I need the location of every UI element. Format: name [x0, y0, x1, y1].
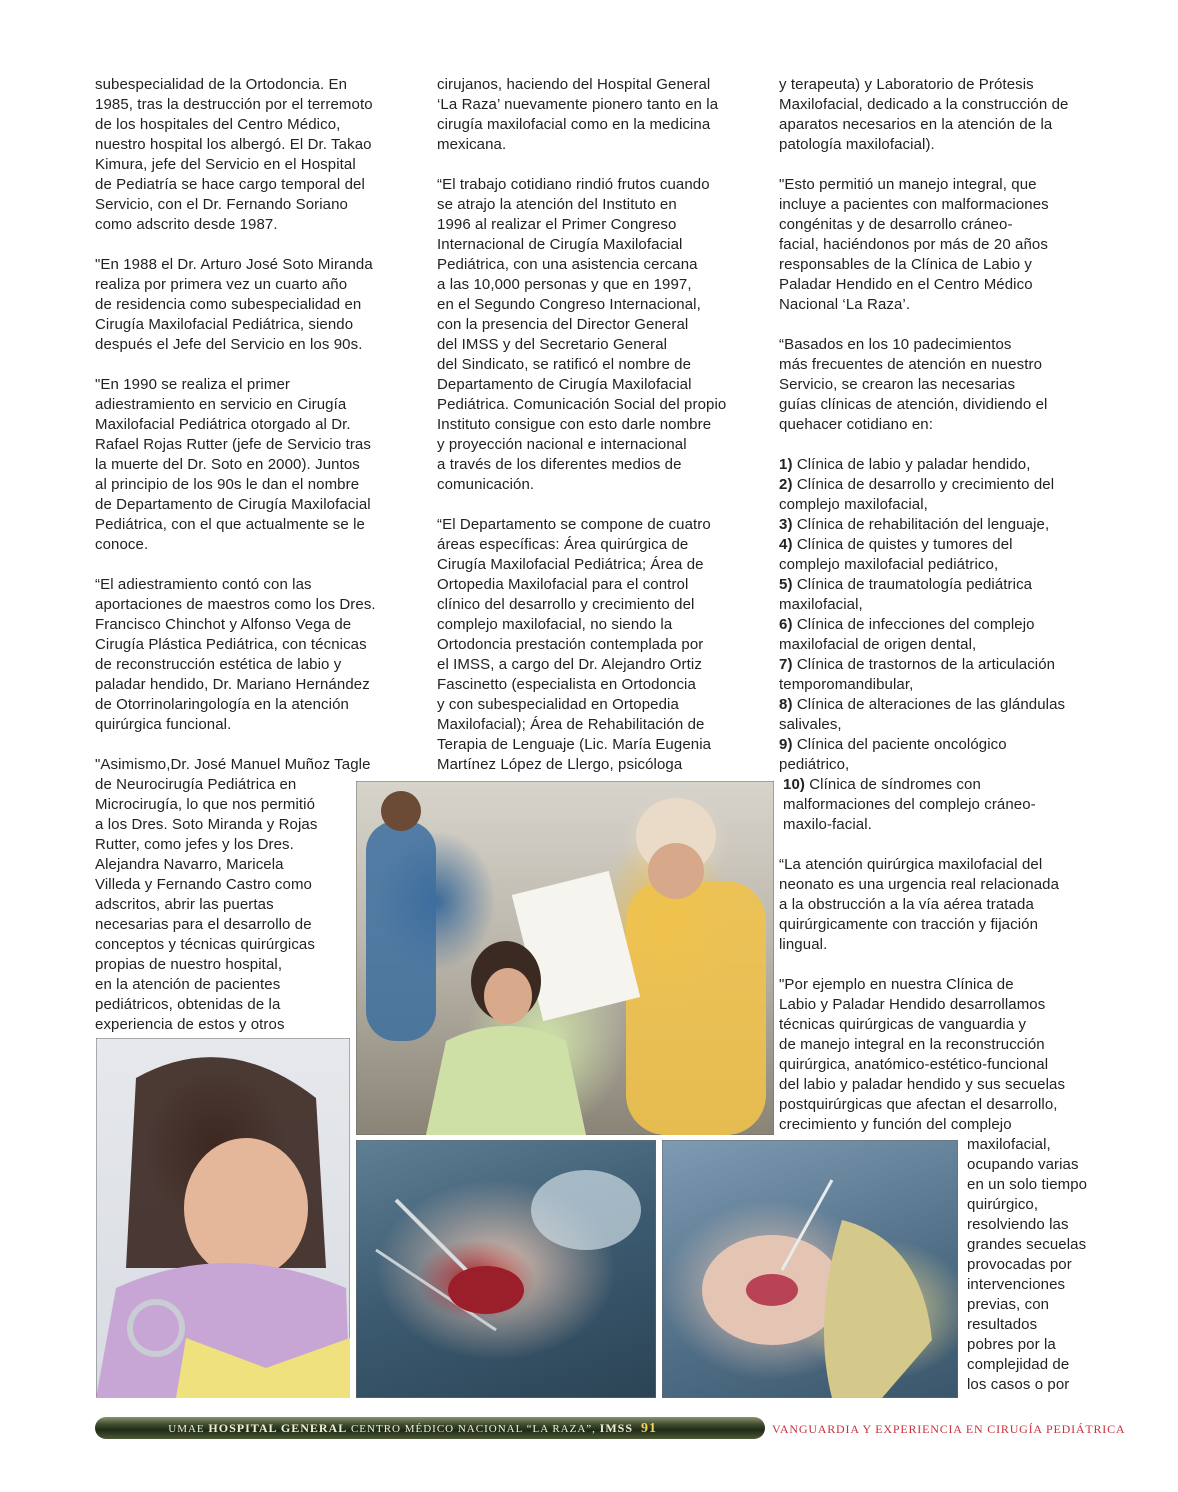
- list-item: 8) Clínica de alteraciones de las glándulas salivales,: [779, 696, 1066, 733]
- photo-cleft-lip-surgery: [662, 1140, 958, 1398]
- child-gown: [426, 1026, 586, 1135]
- photo-illustration: [356, 1140, 656, 1398]
- list-item: 6) Clínica de infecciones del complejo maxilofacial de origen dental,: [779, 616, 1035, 653]
- text-column-2: [437, 75, 753, 775]
- doctor-head: [381, 791, 421, 831]
- paragraph-wrap-narrow: maxilofacial, ocupando varias en un solo tiempo quirúrgico, resolviendo las grandes secuelas provocadas por intervenciones previas, con resultados pobres por la complejidad de los casos o por: [967, 1136, 1088, 1393]
- page-number: 91: [641, 1421, 657, 1436]
- paragraph: "En 1990 se realiza el primer adiestramiento en servicio en Cirugía Maxilofacial Pediátrica otorgado al Dr. Rafael Rojas Rutter (jefe de Servicio tras la muerte del Dr. Soto en 2000). Juntos al principio de los 90s le dan el nombre de Departamento de Cirugía Maxilofacial Pediátrica, con el que actualmente se le conoce.: [95, 376, 371, 553]
- photo-illustration: [662, 1140, 958, 1398]
- paragraph: “El Departamento se compone de cuatro áreas específicas: Área quirúrgica de Cirugía Maxilofacial Pediátrica; Área de Ortopedia Maxilofacial para el control clínico del desarrollo y crecimiento del complejo maxilofacial, no siendo la Ortodoncia prestación contemplada por el IMSS, a cargo del Dr. Alejandro Ortiz Fascinetto (especialista en Ortodoncia y con subespecialidad en Ortopedia Maxilofacial); Área de Rehabilitación de Terapia de Lenguaje (Lic. María Eugenia Martínez López de Llergo, psicóloga: [437, 516, 712, 773]
- paragraph: “El trabajo cotidiano rindió frutos cuando se atrajo la atención del Instituto en 1996 al realizar el Primer Congreso Internacional de Cirugía Maxilofacial Pediátrica, con una asistencia cercana a las 10,000 personas y que en 1997, en el Segundo Congreso Internacional, con la presencia del Director General del IMSS y del Secretario General del Sindicato, se ratificó el nombre de Departamento de Cirugía Maxilofacial Pediátrica. Comunicación Social del propio Instituto consigue con esto darle nombre y proyección nacional e internacional a través de los diferentes medios de comunicación.: [437, 176, 727, 493]
- list-item: 10) Clínica de síndromes con malformaciones del complejo cráneo- maxilo-facial.: [783, 776, 1036, 833]
- footer-bar: [95, 1417, 765, 1439]
- gloved-hand: [824, 1220, 932, 1398]
- photo-surgery-procedure: [356, 1140, 656, 1398]
- list-item: 5) Clínica de traumatología pediátrica maxilofacial,: [779, 576, 1033, 613]
- list-item: 2) Clínica de desarrollo y crecimiento del complejo maxilofacial,: [779, 476, 1055, 513]
- list-item: 3) Clínica de rehabilitación del lenguaje,: [779, 516, 1050, 533]
- nurse-figure: [626, 881, 766, 1135]
- doctor-figure: [366, 821, 436, 1041]
- paragraph: “La atención quirúrgica maxilofacial del neonato es una urgencia real relacionada a la obstrucción a la vía aérea tratada quirúrgicamente con tracción y fijación lingual.: [779, 856, 1060, 953]
- photo-hospital-staff-child: [356, 781, 774, 1135]
- paragraph: subespecialidad de la Ortodoncia. En 1985, tras la destrucción por el terremoto de los hospitales del Centro Médico, nuestro hospital los albergó. El Dr. Takao Kimura, jefe del Servicio en el Hospital de Pediatría se hace cargo temporal del Servicio, con el Dr. Fernando Soriano como adscrito desde 1987.: [95, 76, 373, 233]
- girl-face: [184, 1138, 308, 1278]
- list-item: 7) Clínica de trastornos de la articulación temporomandibular,: [779, 656, 1056, 693]
- nurse-face: [648, 843, 704, 899]
- paragraph: "Asimismo,Dr. José Manuel Muñoz Tagle de Neurocirugía Pediátrica en Microcirugía, lo que nos permitió a los Dres. Soto Miranda y Rojas Rutter, como jefes y los Dres. Alejandra Navarro, Maricela Villeda y Fernando Castro como adscritos, abrir las puertas necesarias para el desarrollo de conceptos y técnicas quirúrgicas propias de nuestro hospital, en la atención de pacientes pediátricos, obtenidas de la experiencia de estos y otros: [95, 756, 371, 1033]
- gloved-hand: [531, 1170, 641, 1250]
- child-face: [484, 968, 532, 1024]
- paragraph: cirujanos, haciendo del Hospital General ‘La Raza’ nuevamente pionero tanto en la cirugía maxilofacial como en la medicina mexicana.: [437, 76, 719, 153]
- photo-illustration: [96, 1038, 350, 1398]
- paragraph: "En 1988 el Dr. Arturo José Soto Miranda realiza por primera vez un cuarto año de residencia como subespecialidad en Cirugía Maxilofacial Pediátrica, siendo después el Jefe del Servicio en los 90s.: [95, 256, 373, 353]
- list-item: 4) Clínica de quistes y tumores del complejo maxilofacial pediátrico,: [779, 536, 1013, 573]
- list-item: 9) Clínica del paciente oncológico pediátrico,: [779, 736, 1007, 773]
- lip-site: [746, 1274, 798, 1306]
- list-item: 1) Clínica de labio y paladar hendido,: [779, 456, 1031, 473]
- photo-girl-with-tiara: [96, 1038, 350, 1398]
- clinic-list: [779, 455, 1101, 835]
- paragraph: “Basados en los 10 padecimientos más frecuentes de atención en nuestro Servicio, se crearon las necesarias guías clínicas de atención, dividiendo el quehacer cotidiano en:: [779, 336, 1048, 433]
- footer-text: UMAE HOSPITAL GENERAL CENTRO MÉDICO NACIONAL “LA RAZA”, IMSS 91: [168, 1421, 657, 1436]
- paragraph: y terapeuta) y Laboratorio de Prótesis Maxilofacial, dedicado a la construcción de aparatos necesarios en la atención de la patología maxilofacial).: [779, 76, 1069, 153]
- footer-tagline: VANGUARDIA Y EXPERIENCIA EN CIRUGÍA PEDIÁTRICA: [772, 1422, 1126, 1436]
- photo-illustration: [356, 781, 774, 1135]
- paragraph: “El adiestramiento contó con las aportaciones de maestros como los Dres. Francisco Chinchot y Alfonso Vega de Cirugía Plástica Pediátrica, con técnicas de reconstrucción estética de labio y paladar hendido, Dr. Mariano Hernández de Otorrinolaringología en la atención quirúrgica funcional.: [95, 576, 376, 733]
- paragraph: "Esto permitió un manejo integral, que incluye a pacientes con malformaciones congénitas y de desarrollo cráneo- facial, haciéndonos por más de 20 años responsables de la Clínica de Labio y Paladar Hendido en el Centro Médico Nacional ‘La Raza’.: [779, 176, 1049, 313]
- surgical-site: [448, 1266, 524, 1314]
- paragraph: "Por ejemplo en nuestra Clínica de Labio y Paladar Hendido desarrollamos técnicas quirúrgicas de vanguardia y de manejo integral en la reconstrucción quirúrgica, anatómico-estético-funcional del labio y paladar hendido y sus secuelas postquirúrgicas que afectan el desarrollo, crecimiento y función del complejo: [779, 976, 1066, 1133]
